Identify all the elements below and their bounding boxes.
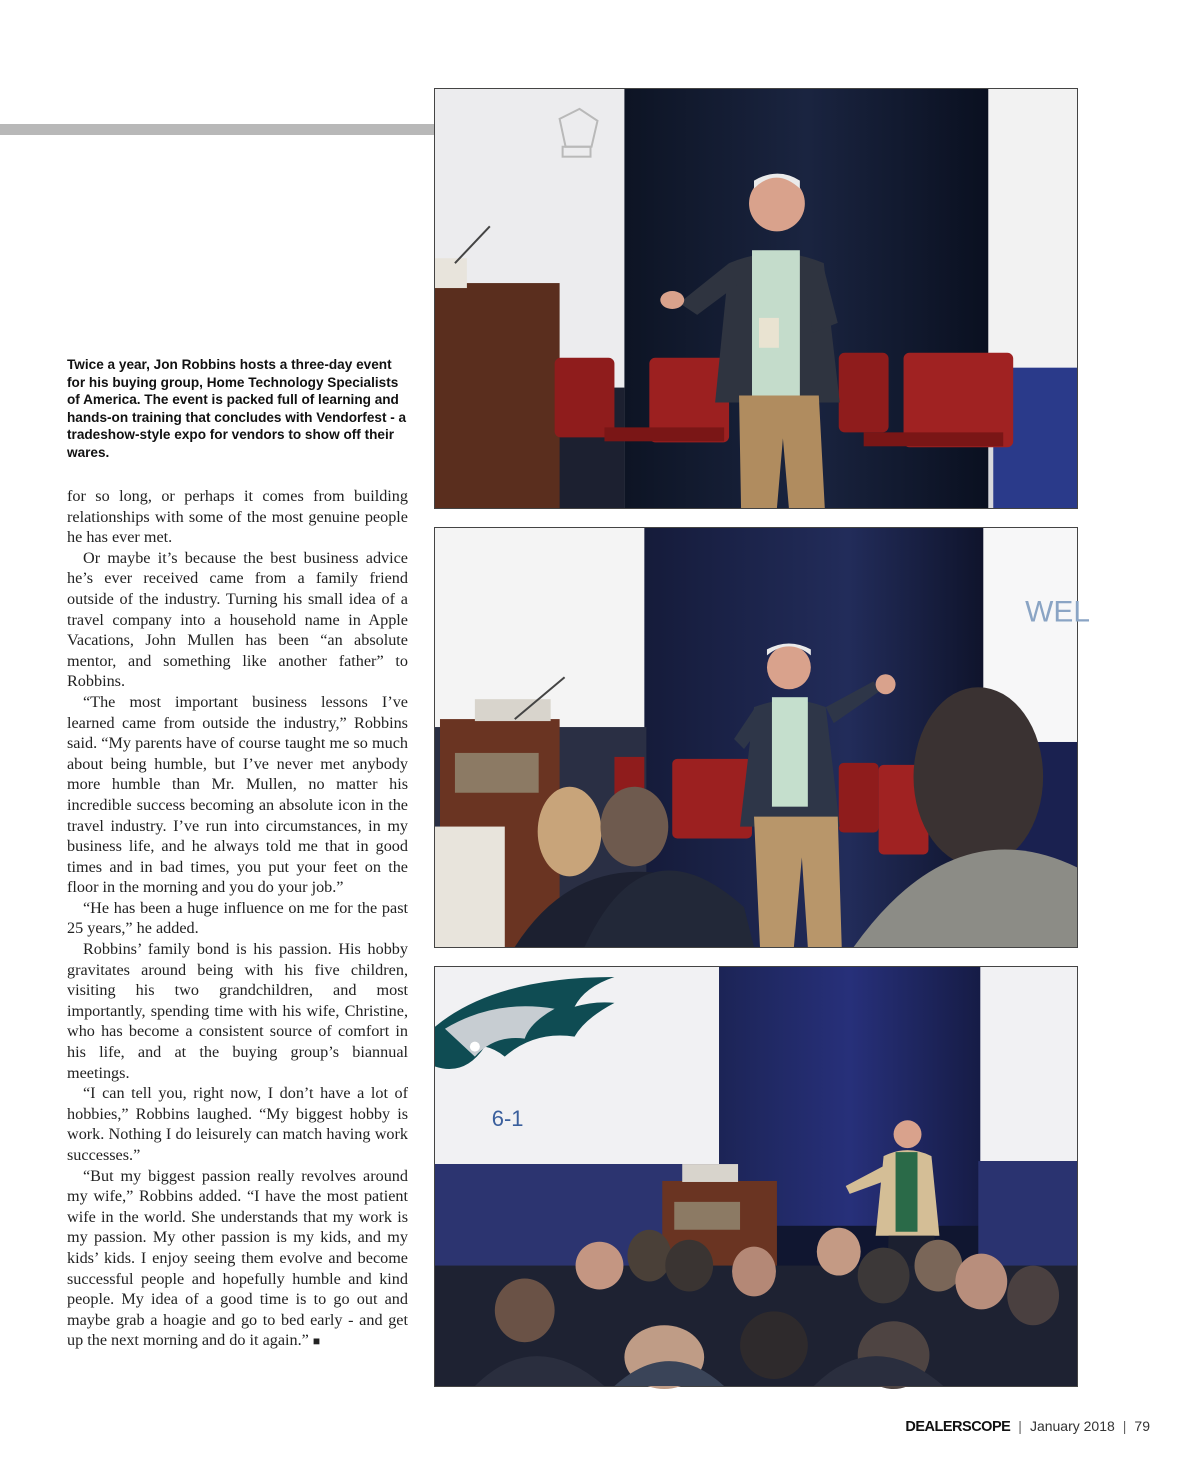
body-paragraph: “The most important business lessons I’ve learned came from outside the industry,” Robbins said. “My parents have of course taught me so much about being humble, but I’ve never met anybody more humble than Mr. Mullen, no matter his incredible success becoming an absolute icon in the travel industry. I’ve run into circumstances, in my business life, and he always told me that in good times and in bad times, you put your feet on the floor in the morning and you do your job.” xyxy=(67,692,408,897)
photo-caption: Twice a year, Jon Robbins hosts a three-day event for his buying group, Home Technology Specialists of America. The event is packed full of learning and hands-on training that concludes with Vendorfest - a tradeshow-style expo for vendors to show off their wares. xyxy=(67,357,407,460)
body-paragraph: Robbins’ family bond is his passion. His hobby gravitates around being with his five children, visiting his two grandchildren, and most importantly, spending time with his wife, Christine, who has become a consistent source of comfort in his life, and at the buying group’s biannual meetings. xyxy=(67,940,408,1082)
issue-date: January 2018 xyxy=(1029,1418,1115,1434)
screen-score-text: 6-1 xyxy=(491,1106,524,1132)
body-paragraph: Or maybe it’s because the best business advice he’s ever received came from a family friend outside of the industry. Turning his small idea of a travel company into a household name in Apple Vacations, John Mullen has been “an absolute mentor, and something like another father” to Robbins. xyxy=(67,548,408,691)
body-paragraph: “He has been a huge influence on me for the past 25 years,” he added. xyxy=(67,898,408,938)
body-paragraph: “I can tell you, right now, I don’t have a lot of hobbies,” Robbins laughed. “My biggest hobby is work. Nothing I do leisurely can match having work successes.” xyxy=(67,1084,408,1164)
end-mark: ■ xyxy=(312,1334,321,1349)
footer-separator: | xyxy=(1018,1418,1022,1434)
footer-separator: | xyxy=(1122,1418,1127,1434)
page-number: 79 xyxy=(1134,1418,1150,1434)
body-paragraph: “But my biggest passion really revolves around my wife,” Robbins added. “I have the most patient wife in the world. She understands that my work is my passion. My other passion is my kids, and my kids’ kids. I enjoy seeing them evolve and become successful people and hopefully humble and kind people. My idea of a good time is to go out and maybe grab a hoagie and go to bed early - and get up the next morning and do it again.” ■ xyxy=(67,1166,408,1350)
photo-speaker-crowd xyxy=(434,966,1078,1387)
page-footer xyxy=(905,1418,1150,1435)
decorative-rule xyxy=(0,124,434,135)
article-body xyxy=(67,486,408,1352)
photo-speaker-stage-1 xyxy=(434,88,1078,509)
photo-speaker-stage-2 xyxy=(434,527,1090,948)
publication-name: DEALERSCOPE xyxy=(905,1419,1011,1435)
body-paragraph: for so long, or perhaps it comes from building relationships with some of the most genuine people he has ever met. xyxy=(67,487,408,547)
screen-welcome-text: WEL xyxy=(1025,595,1090,629)
